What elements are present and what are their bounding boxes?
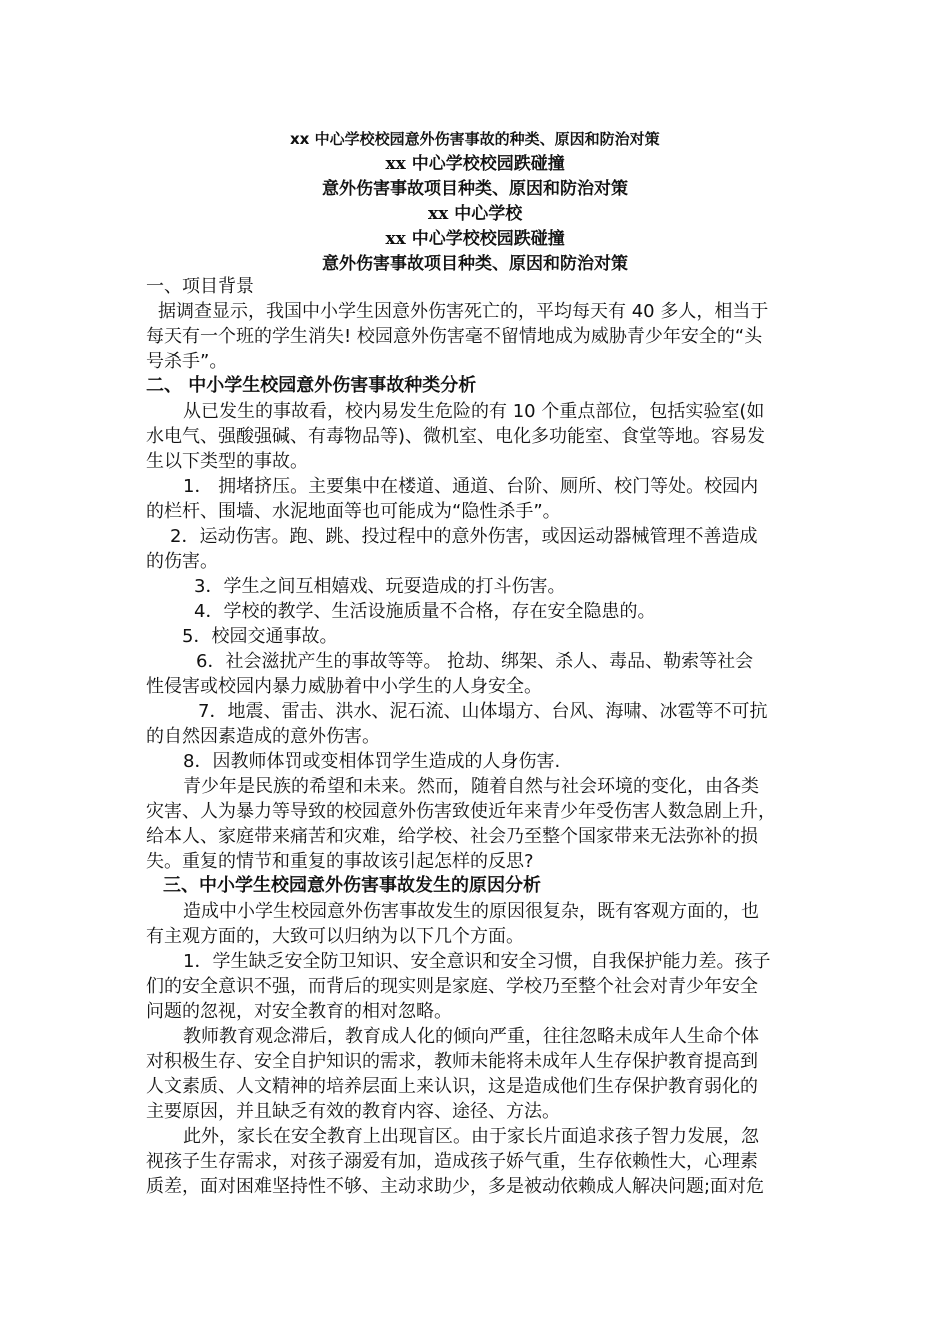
paragraph-line: 给本人、家庭带来痛苦和灾难，给学校、社会乃至整个国家带来无法弥补的损: [146, 826, 758, 847]
paragraph-line: 失。重复的情节和重复的事故该引起怎样的反思?: [146, 851, 534, 872]
document-subtitle: 意外伤害事故项目种类、原因和防治对策: [322, 254, 628, 274]
paragraph-line: 生以下类型的事故。: [146, 451, 308, 472]
paragraph-line: 对积极生存、安全自护知识的需求，教师未能将未成年人生存保护教育提高到: [146, 1051, 758, 1072]
paragraph-line: 教师教育观念滞后，教育成人化的倾向严重，往往忽略未成年人生命个体: [183, 1026, 759, 1047]
document-subtitle: xx 中心学校校园跌碰撞: [385, 154, 565, 174]
list-item: 1．学生缺乏安全防卫知识、安全意识和安全习惯，自我保护能力差。孩子: [183, 951, 771, 972]
paragraph-line: 的栏杆、围墙、水泥地面等也可能成为“隐性杀手”。: [146, 501, 561, 522]
paragraph-line: 灾害、人为暴力等导致的校园意外伤害致使近年来青少年受伤害人数急剧上升，: [146, 801, 776, 822]
paragraph-line: 性侵害或校园内暴力威胁着中小学生的人身安全。: [146, 676, 542, 697]
list-item: 2．运动伤害。跑、跳、投过程中的意外伤害，或因运动器械管理不善造成: [170, 526, 758, 547]
list-item: 7．地震、雷击、洪水、泥石流、山体塌方、台风、海啸、冰雹等不可抗: [198, 701, 768, 722]
paragraph-line: 从已发生的事故看，校内易发生危险的有 10 个重点部位，包括实验室(如: [183, 401, 765, 422]
paragraph-line: 号杀手”。: [146, 351, 228, 372]
section-heading-background: 一、项目背景: [146, 276, 254, 297]
list-item: 4．学校的教学、生活设施质量不合格，存在安全隐患的。: [194, 601, 656, 622]
paragraph-line: 造成中小学生校园意外伤害事故发生的原因很复杂，既有客观方面的，也: [183, 901, 759, 922]
section-heading-types: 二、 中小学生校园意外伤害事故种类分析: [146, 375, 477, 396]
paragraph-line: 水电气、强酸强碱、有毒物品等)、微机室、电化多功能室、食堂等地。容易发: [146, 426, 766, 447]
document-title: xx 中心学校校园意外伤害事故的种类、原因和防治对策: [290, 130, 660, 148]
list-item: 6．社会滋扰产生的事故等等。 抢劫、绑架、杀人、毒品、勒索等社会: [196, 651, 754, 672]
paragraph-line: 的自然因素造成的意外伤害。: [146, 726, 380, 747]
list-item: 5．校园交通事故。: [182, 626, 338, 647]
list-item: 3．学生之间互相嬉戏、玩耍造成的打斗伤害。: [194, 576, 566, 597]
document-subtitle: xx 中心学校: [428, 204, 523, 224]
document-subtitle: 意外伤害事故项目种类、原因和防治对策: [322, 179, 628, 199]
section-heading-causes: 三、中小学生校园意外伤害事故发生的原因分析: [163, 875, 541, 896]
paragraph-line: 视孩子生存需求，对孩子溺爱有加，造成孩子娇气重，生存依赖性大，心理素: [146, 1151, 758, 1172]
paragraph-line: 每天有一个班的学生消失! 校园意外伤害毫不留情地成为威胁青少年安全的“头: [146, 326, 763, 347]
paragraph-line: 据调查显示，我国中小学生因意外伤害死亡的，平均每天有 40 多人，相当于: [158, 301, 769, 322]
list-item: 1． 拥堵挤压。主要集中在楼道、通道、台阶、厕所、校门等处。校园内: [183, 476, 759, 497]
paragraph-line: 们的安全意识不强，而背后的现实则是家庭、学校乃至整个社会对青少年安全: [146, 976, 758, 997]
paragraph-line: 有主观方面的，大致可以归纳为以下几个方面。: [146, 926, 524, 947]
list-item: 8．因教师体罚或变相体罚学生造成的人身伤害.: [183, 751, 561, 772]
document-subtitle: xx 中心学校校园跌碰撞: [385, 229, 565, 249]
paragraph-line: 的伤害。: [146, 551, 218, 572]
paragraph-line: 人文素质、人文精神的培养层面上来认识，这是造成他们生存保护教育弱化的: [146, 1076, 758, 1097]
paragraph-line: 此外，家长在安全教育上出现盲区。由于家长片面追求孩子智力发展，忽: [183, 1126, 759, 1147]
paragraph-line: 主要原因，并且缺乏有效的教育内容、途径、方法。: [146, 1101, 560, 1122]
paragraph-line: 问题的忽视，对安全教育的相对忽略。: [146, 1001, 452, 1022]
paragraph-line: 质差，面对困难坚持性不够、主动求助少，多是被动依赖成人解决问题;面对危: [146, 1176, 765, 1197]
paragraph-line: 青少年是民族的希望和未来。然而，随着自然与社会环境的变化，由各类: [183, 776, 759, 797]
